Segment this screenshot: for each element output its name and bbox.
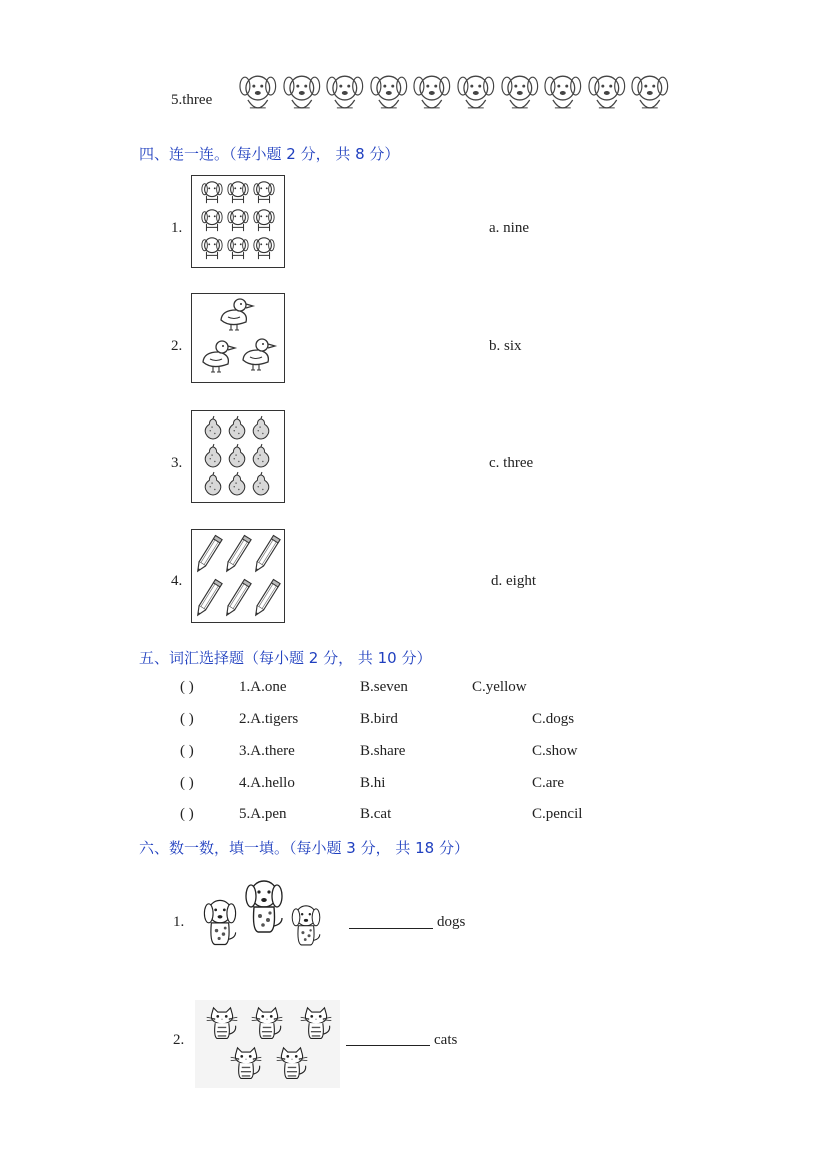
puppy-face-icon [630,68,670,118]
puppy-face-icon [543,68,583,118]
count-word: dogs [437,914,466,930]
pear-icon [250,443,272,469]
match-item-number: 4. [171,573,183,589]
pear-icon [202,415,224,441]
dog-icon [252,234,276,262]
ducks-picture-box [191,293,285,383]
pencil-icon [223,576,252,620]
pear-icon [250,471,272,497]
option-c: C.yellow [472,679,527,695]
option-c: C.pencil [532,806,583,822]
dog-icon [252,178,276,206]
answer-parentheses[interactable]: ( ) [180,711,194,727]
pear-icon [226,415,248,441]
count-item-number: 1. [173,914,185,930]
pencil-icon [194,532,223,576]
spotted-dogs-picture [200,876,328,948]
pear-icon [250,415,272,441]
dog-icon [226,206,250,234]
duck-icon [198,338,238,374]
answer-parentheses[interactable]: ( ) [180,743,194,759]
spotted-dog-icon [200,896,240,948]
match-item-number: 1. [171,220,183,236]
answer-b: b. six [489,338,522,354]
dog-icon [252,206,276,234]
answer-blank[interactable] [346,1045,430,1046]
answer-a: a. nine [489,220,529,236]
option-b: B.bird [360,711,398,727]
dog-icon [226,234,250,262]
dog-icon [200,206,224,234]
puppy-face-icon [282,68,322,118]
answer-parentheses[interactable]: ( ) [180,679,194,695]
option-b: B.cat [360,806,392,822]
count-item-number: 2. [173,1032,185,1048]
match-item-number: 2. [171,338,183,354]
dog-icon [200,178,224,206]
option-c: C.are [532,775,565,791]
pear-icon [202,443,224,469]
section-6-heading: 六、数一数，填一填。（每小题 3 分， 共 18 分） [139,839,469,857]
option-b: B.seven [360,679,408,695]
pencil-icon [194,576,223,620]
duck-icon [238,336,278,372]
answer-parentheses[interactable]: ( ) [180,806,194,822]
option-c: C.show [532,743,578,759]
duck-icon [216,296,256,332]
pears-picture-box [191,410,285,503]
count-word: cats [434,1032,458,1048]
option-b: B.share [360,743,406,759]
cat-icon [299,1006,333,1042]
puppy-face-icon [500,68,540,118]
pear-icon [202,471,224,497]
answer-c: c. three [489,455,534,471]
option-a: 4.A.hello [239,775,295,791]
puppy-picture-row [238,68,670,120]
option-a: 5.A.pen [239,806,287,822]
puppy-face-icon [325,68,365,118]
cats-picture [195,1000,340,1088]
option-c: C.dogs [532,711,575,727]
section-4-heading: 四、连一连。（每小题 2 分， 共 8 分） [139,145,400,163]
cat-icon [229,1046,263,1082]
cat-icon [250,1006,284,1042]
dogs-picture-box [191,175,285,268]
option-a: 1.A.one [239,679,287,695]
option-a: 3.A.there [239,743,295,759]
puppy-face-icon [456,68,496,118]
puppy-face-icon [587,68,627,118]
pencil-icon [252,532,281,576]
answer-parentheses[interactable]: ( ) [180,775,194,791]
option-a: 2.A.tigers [239,711,299,727]
puppy-face-icon [369,68,409,118]
puppy-face-icon [238,68,278,118]
spotted-dog-icon [242,876,286,936]
pear-icon [226,471,248,497]
section-5-heading: 五、词汇选择题（每小题 2 分， 共 10 分） [139,649,432,667]
answer-blank[interactable] [349,928,433,929]
pencil-icon [223,532,252,576]
answer-d: d. eight [491,573,536,589]
pencils-picture-box [191,529,285,623]
dog-icon [200,234,224,262]
pear-icon [226,443,248,469]
cat-icon [275,1046,309,1082]
option-b: B.hi [360,775,386,791]
puppy-face-icon [412,68,452,118]
pencil-icon [252,576,281,620]
dog-icon [226,178,250,206]
question-5-label: 5.three [171,92,213,108]
spotted-dog-icon [288,902,324,948]
cat-icon [205,1006,239,1042]
match-item-number: 3. [171,455,183,471]
